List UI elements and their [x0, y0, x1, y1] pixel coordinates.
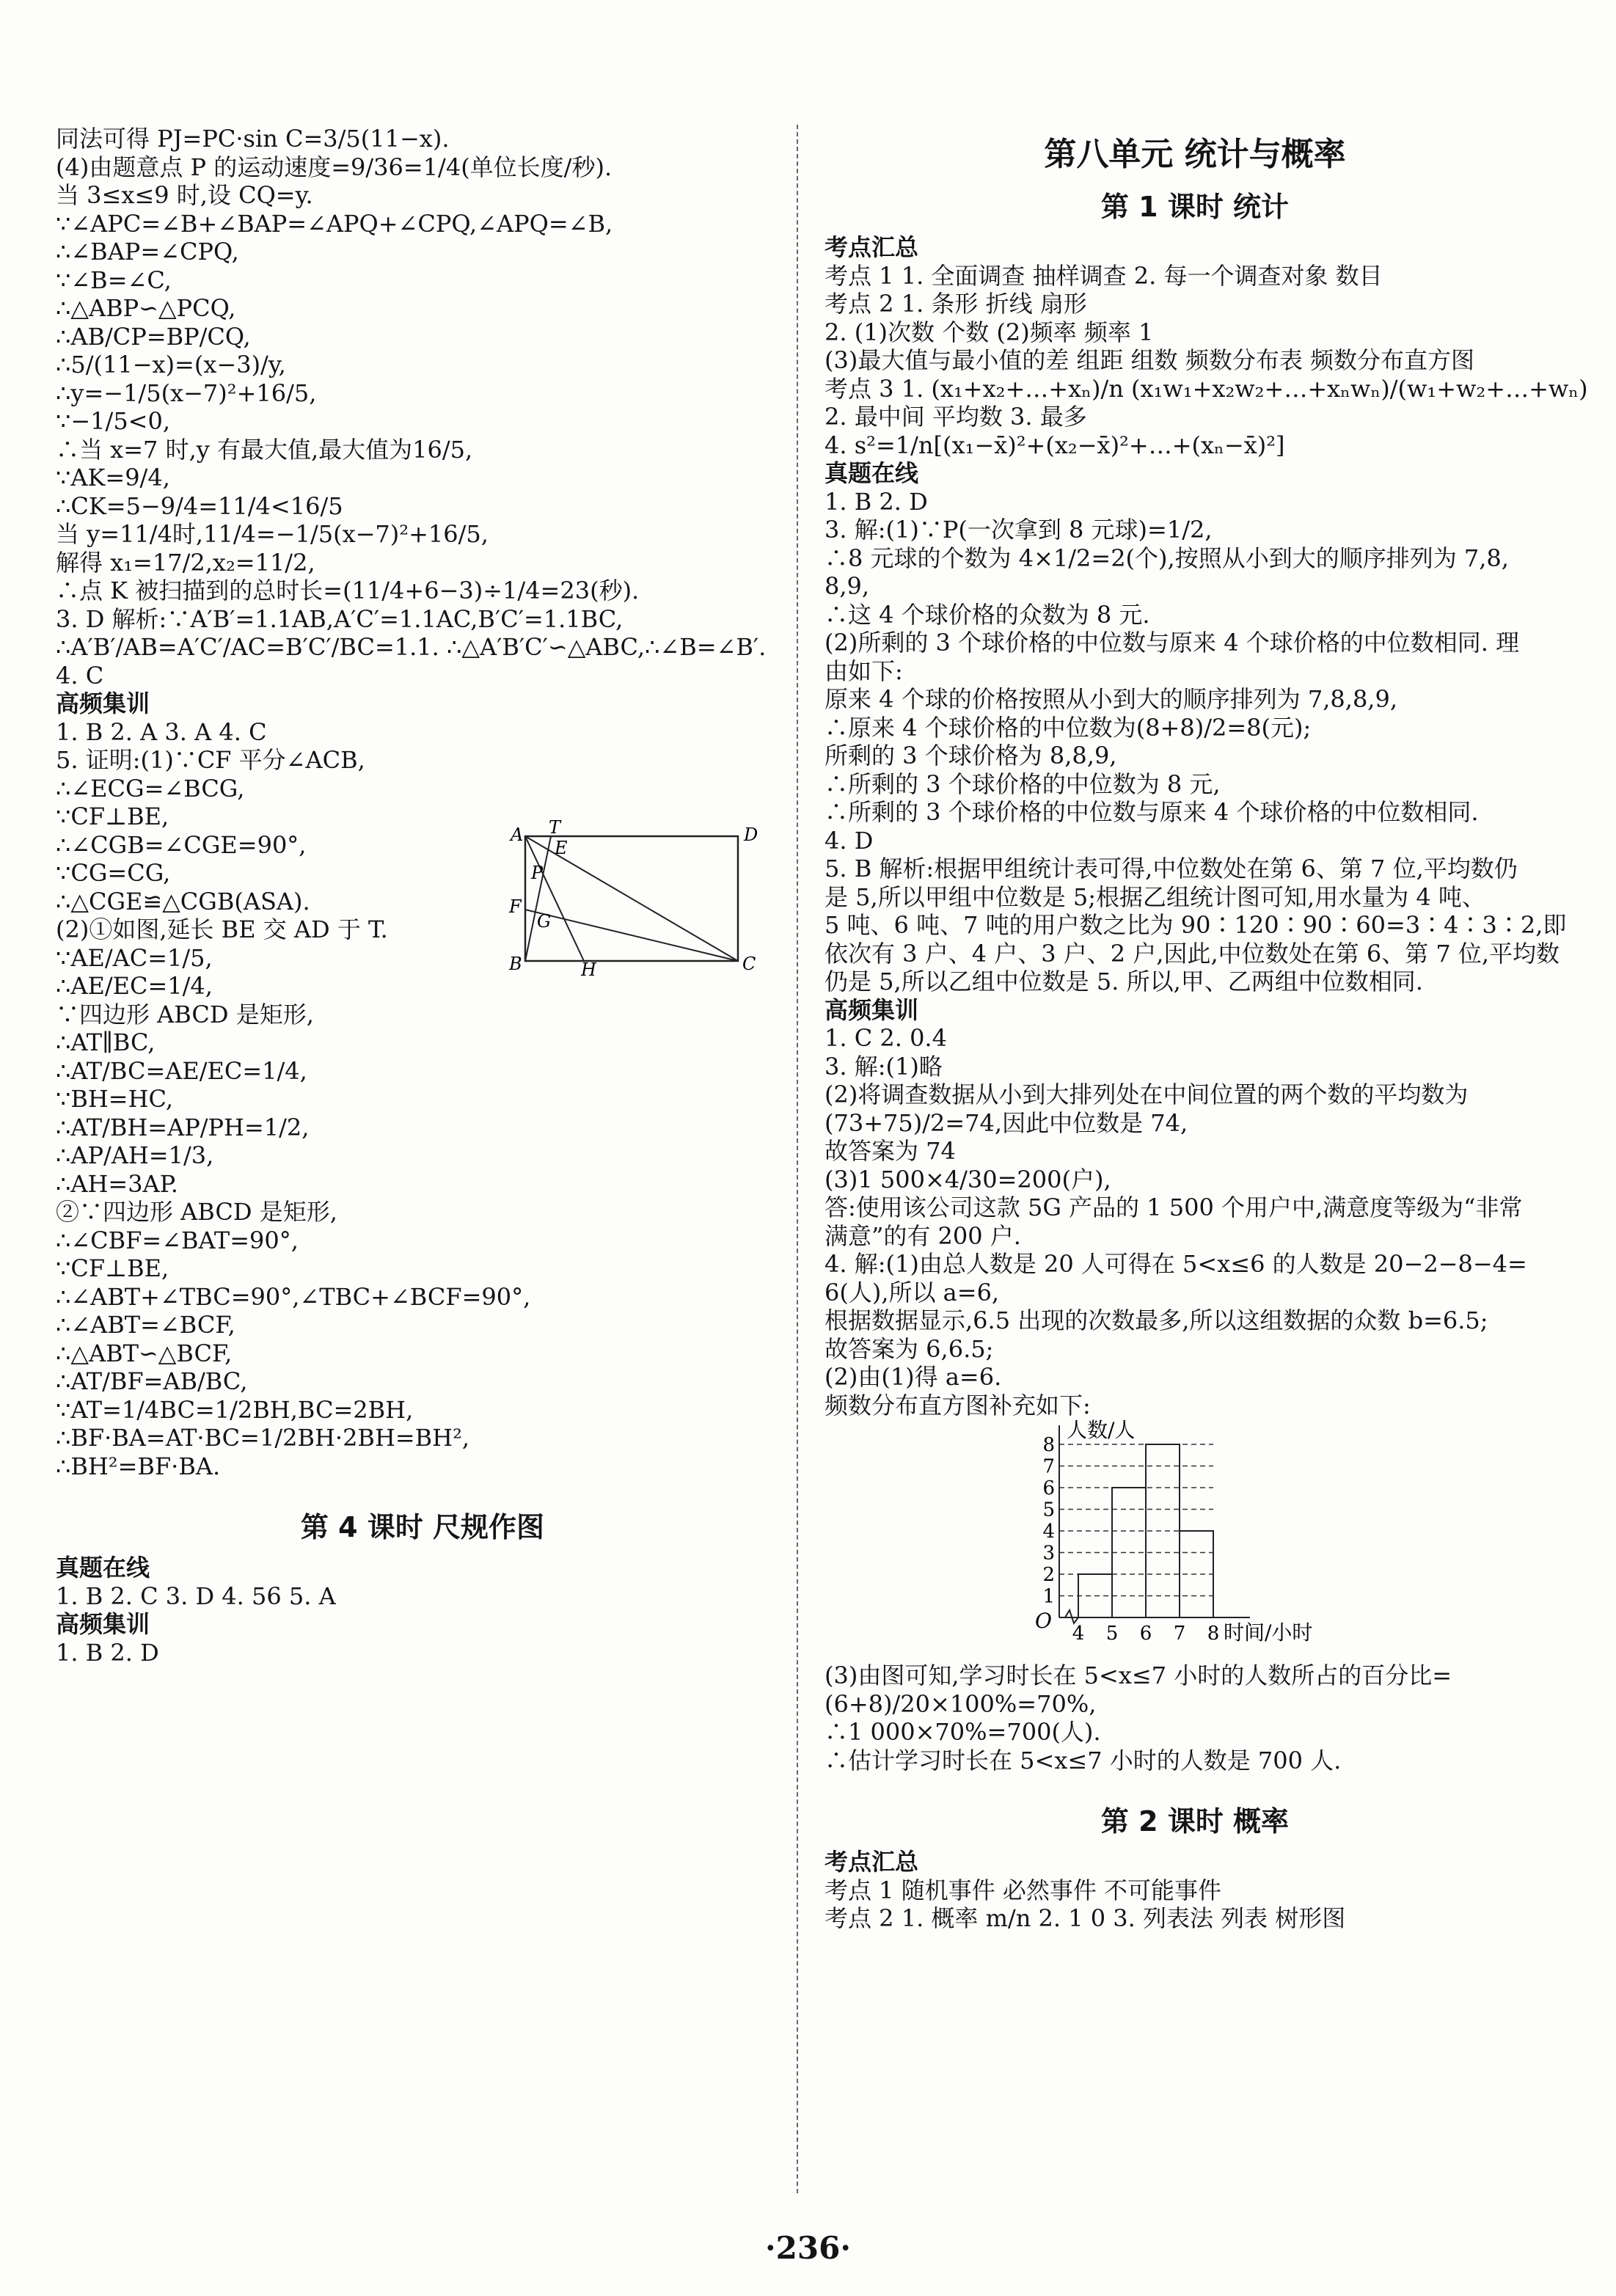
label-t: T: [549, 817, 561, 838]
high-frequency-line: (2)由(1)得 a=6.: [825, 1363, 1002, 1391]
high-frequency-line: (2)将调查数据从小到大排列处在中间位置的两个数的平均数为: [825, 1081, 1469, 1108]
left-b-line: ∵CF⊥BE,: [56, 802, 169, 830]
right-column: [825, 125, 1588, 1933]
y-tick-label: 2: [1042, 1564, 1055, 1586]
section-heading-summary-2: 考点汇总: [825, 1848, 919, 1876]
label-h: H: [581, 959, 596, 980]
left-a-line: ∵AK=9/4,: [56, 464, 170, 491]
left-b-line: ∴∠CBF=∠BAT=90°,: [56, 1226, 299, 1254]
high-frequency-line: 频数分布直方图补充如下:: [825, 1391, 1091, 1419]
left-b-line: ∵AE/AC=1/5,: [56, 943, 213, 972]
real-exam-lines: [825, 488, 1565, 996]
left-column: [56, 125, 789, 1667]
real-exam-line: 5. B 解析:根据甲组统计表可得,中位数处在第 6、第 7 位,平均数仍: [825, 855, 1518, 882]
high-frequency-lines: [825, 1024, 1565, 1419]
real-exam-line: ∴这 4 个球价格的众数为 8 元.: [825, 600, 1150, 629]
real-exam-line: ∴所剩的 3 个球价格的中位数与原来 4 个球价格的中位数相同.: [825, 798, 1479, 826]
real-exam-line: ∴所剩的 3 个球价格的中位数为 8 元,: [825, 769, 1221, 798]
left-b-line: ∴BH²=BF·BA.: [56, 1452, 221, 1480]
x-tick-label: 7: [1173, 1623, 1186, 1645]
y-tick-label: 4: [1042, 1521, 1055, 1543]
real-exam-line: 5 吨、6 吨、7 吨的用户数之比为 90∶120∶90∶60=3∶4∶3∶2,即: [825, 911, 1567, 939]
unit-title: 第八单元 统计与概率: [1044, 136, 1346, 173]
section-heading-high-frequency: 高频集训: [56, 690, 150, 717]
real-exam-line: 1. B 2. D: [825, 487, 928, 516]
real-exam-line: ∴8 元球的个数为 4×1/2=2(个),按照从小到大的顺序排列为 7,8,: [825, 544, 1509, 572]
high-frequency-line: 4. 解:(1)由总人数是 20 人可得在 5<x≤6 的人数是 20−2−8−4=: [825, 1250, 1527, 1278]
real-exam-line: 是 5,所以甲组中位数是 5;根据乙组统计图可知,用水量为 4 吨、: [825, 882, 1485, 911]
section-heading-high-frequency-right: 高频集训: [825, 995, 919, 1024]
y-tick-label: 1: [1042, 1585, 1055, 1608]
left-b-line: ∴∠CGB=∠CGE=90°,: [56, 830, 307, 859]
left-a-line: 当 y=11/4时,11/4=−1/5(x−7)²+16/5,: [56, 520, 489, 548]
y-tick-label: 3: [1042, 1542, 1055, 1565]
x-tick-label: 5: [1105, 1623, 1119, 1645]
left-a-line: ∴A′B′/AB=A′C′/AC=B′C′/BC=1.1. ∴△A′B′C′∽△ABC,∴∠B=∠B′.: [56, 633, 767, 661]
high-frequency-line: 根据数据显示,6.5 出现的次数最多,所以这组数据的众数 b=6.5;: [825, 1306, 1488, 1334]
summary2-lines: [825, 1876, 1565, 1933]
y-axis-label: 人数/人: [1067, 1418, 1136, 1442]
summary-lines: [825, 261, 1588, 460]
left-b-line: ∴△CGE≌△CGB(ASA).: [56, 887, 310, 915]
label-f: F: [509, 896, 522, 917]
left-b-line: ∵CF⊥BE,: [56, 1254, 169, 1282]
rectangle-geometry-figure: [509, 817, 760, 980]
real-exam-line: 由如下:: [825, 657, 903, 685]
page-number: ·236·: [765, 2230, 851, 2266]
column-divider: [797, 125, 798, 2193]
label-b: B: [509, 954, 522, 974]
label-g: G: [537, 911, 552, 932]
high-frequency-answers: 1. B 2. D: [56, 1638, 159, 1667]
high-frequency-line: 故答案为 6,6.5;: [825, 1334, 994, 1363]
left-a-line: ∵∠APC=∠B+∠BAP=∠APQ+∠CPQ,∠APQ=∠B,: [56, 209, 613, 238]
real-exam-line: ∴原来 4 个球价格的中位数为(8+8)/2=8(元);: [825, 713, 1312, 742]
left-a-line: 同法可得 PJ=PC·sin C=3/5(11−x).: [56, 125, 450, 153]
left-a-line: (4)由题意点 P 的运动速度=9/36=1/4(单位长度/秒).: [56, 153, 613, 181]
left-b-line: ∵CG=CG,: [56, 859, 171, 887]
left-b-line: ∴∠ABT+∠TBC=90°,∠TBC+∠BCF=90°,: [56, 1282, 531, 1311]
after-chart-line: ∴1 000×70%=700(人).: [825, 1718, 1101, 1746]
left-b-line: (2)①如图,延长 BE 交 AD 于 T.: [56, 915, 388, 943]
real-exam-line: 4. D: [825, 826, 874, 855]
summary2-line: 考点 2 1. 概率 m/n 2. 1 0 3. 列表法 列表 树形图: [825, 1904, 1346, 1932]
summary-line: 考点 3 1. (x₁+x₂+…+xₙ)/n (x₁w₁+x₂w₂+…+xₙwₙ)/(w₁+w₂+…+wₙ): [825, 374, 1588, 403]
histogram-wrapper: [825, 1419, 1565, 1661]
left-b-line: ∴BF·BA=AT·BC=1/2BH·2BH=BH²,: [56, 1424, 470, 1452]
high-frequency-line: 满意”的有 200 户.: [825, 1221, 1021, 1250]
left-b-line: ∴AT∥BC,: [56, 1028, 156, 1056]
summary2-line: 考点 1 随机事件 必然事件 不可能事件: [825, 1876, 1222, 1904]
left-b-line: ∴AT/BH=AP/PH=1/2,: [56, 1113, 310, 1141]
left-a-line: 当 3≤x≤9 时,设 CQ=y.: [56, 181, 313, 209]
left-a-line: ∴y=−1/5(x−7)²+16/5,: [56, 379, 317, 407]
left-b-line: ∴AH=3AP.: [56, 1169, 178, 1198]
left-b-line: 1. B 2. A 3. A 4. C: [56, 717, 267, 746]
segment-cf: [525, 910, 738, 961]
real-exam-line: 仍是 5,所以乙组中位数是 5. 所以,甲、乙两组中位数相同.: [825, 968, 1423, 995]
section-heading-high-frequency-2: 高频集训: [56, 1610, 150, 1638]
high-frequency-line: 6(人),所以 a=6,: [825, 1278, 1000, 1306]
left-a-line: 3. D 解析:∵A′B′=1.1AB,A′C′=1.1AC,B′C′=1.1BC,: [56, 604, 624, 633]
left-a-line: ∵−1/5<0,: [56, 407, 171, 435]
left-b-line: ∵四边形 ABCD 是矩形,: [56, 1000, 314, 1028]
summary-line: (3)最大值与最小值的差 组距 组数 频数分布表 频数分布直方图: [825, 346, 1475, 374]
left-a-line: ∴5/(11−x)=(x−3)/y,: [56, 351, 286, 379]
left-b-line: ∴∠ECG=∠BCG,: [56, 774, 245, 802]
real-exam-line: 3. 解:(1)∵P(一次拿到 8 元球)=1/2,: [825, 516, 1213, 544]
lesson-1-title: 第 1 课时 统计: [1100, 191, 1290, 223]
left-a-line: ∴当 x=7 时,y 有最大值,最大值为16/5,: [56, 435, 473, 464]
y-tick-label: 6: [1042, 1477, 1055, 1499]
y-tick-label: 8: [1042, 1434, 1055, 1456]
summary-line: 4. s²=1/n[(x₁−x̄)²+(x₂−x̄)²+…+(xₙ−x̄)²]: [825, 431, 1285, 459]
left-bottom-block: [56, 690, 789, 1480]
high-frequency-line: 答:使用该公司这款 5G 产品的 1 500 个用户中,满意度等级为“非常: [825, 1193, 1523, 1221]
label-a: A: [511, 825, 524, 845]
summary-line: 2. (1)次数 个数 (2)频率 频率 1: [825, 318, 1154, 346]
high-frequency-line: 3. 解:(1)略: [825, 1052, 943, 1081]
summary-line: 2. 最中间 平均数 3. 最多: [825, 403, 1087, 431]
high-frequency-line: 故答案为 74: [825, 1137, 956, 1165]
label-e: E: [555, 838, 568, 858]
summary-line: 考点 2 1. 条形 折线 扇形: [825, 290, 1087, 318]
real-exam-line: 所剩的 3 个球价格为 8,8,9,: [825, 742, 1117, 769]
left-b-line: 5. 证明:(1)∵CF 平分∠ACB,: [56, 746, 365, 774]
after-chart-line: (6+8)/20×100%=70%,: [825, 1689, 1097, 1718]
real-exam-line: 8,9,: [825, 572, 870, 600]
section-heading-real-exam: 真题在线: [56, 1554, 150, 1582]
left-a-line: ∴△ABP∽△PCQ,: [56, 294, 236, 322]
left-b-line: ∴AP/AH=1/3,: [56, 1141, 214, 1169]
left-b-line: ∴AE/EC=1/4,: [56, 972, 213, 1000]
real-exam-line: 原来 4 个球的价格按照从小到大的顺序排列为 7,8,8,9,: [825, 685, 1398, 713]
y-tick-label: 5: [1042, 1499, 1055, 1521]
real-exam-line: 依次有 3 户、4 户、3 户、2 户,因此,中位数处在第 6、第 7 位,平均数: [825, 939, 1560, 968]
y-tick-label: 7: [1042, 1455, 1055, 1478]
segment-bt: [525, 836, 551, 961]
after-chart-line: ∴估计学习时长在 5<x≤7 小时的人数是 700 人.: [825, 1746, 1342, 1774]
left-b-line: ∴AT/BC=AE/EC=1/4,: [56, 1056, 307, 1085]
left-a-line: ∴AB/CP=BP/CQ,: [56, 322, 251, 351]
after-chart-lines: [825, 1661, 1565, 1774]
frequency-histogram: [1008, 1419, 1345, 1661]
x-tick-label: 4: [1072, 1623, 1085, 1645]
label-d: D: [744, 825, 758, 845]
high-frequency-line: 1. C 2. 0.4: [825, 1024, 947, 1052]
label-c: C: [742, 954, 756, 974]
left-a-line: ∴∠BAP=∠CPQ,: [56, 238, 239, 266]
left-b-line: ∴AT/BF=AB/BC,: [56, 1367, 248, 1395]
left-a-line: 4. C: [56, 661, 104, 690]
left-b-line: ②∵四边形 ABCD 是矩形,: [56, 1198, 337, 1226]
high-frequency-line: (73+75)/2=74,因此中位数是 74,: [825, 1108, 1188, 1137]
label-p: P: [531, 863, 544, 883]
x-axis-label: 时间/小时: [1224, 1620, 1313, 1645]
summary-line: 考点 1 1. 全面调查 抽样调查 2. 每一个调查对象 数目: [825, 261, 1383, 290]
left-b-line: ∵BH=HC,: [56, 1085, 174, 1113]
left-b-line: ∴△ABT∽△BCF,: [56, 1339, 233, 1367]
high-frequency-line: (3)1 500×4/30=200(户),: [825, 1165, 1111, 1193]
left-b-line: ∵AT=1/4BC=1/2BH,BC=2BH,: [56, 1395, 414, 1424]
left-a-line: 解得 x₁=17/2,x₂=11/2,: [56, 548, 315, 577]
left-a-line: ∴点 K 被扫描到的总时长=(11/4+6−3)÷1/4=23(秒).: [56, 577, 640, 604]
lesson-4-title: 第 4 课时 尺规作图: [300, 1511, 545, 1543]
x-tick-label: 8: [1207, 1623, 1220, 1645]
real-exam-line: (2)所剩的 3 个球价格的中位数与原来 4 个球价格的中位数相同. 理: [825, 629, 1520, 657]
left-solution-lines: [56, 125, 789, 690]
left-b-line: ∴∠ABT=∠BCF,: [56, 1311, 235, 1339]
x-tick-label: 6: [1139, 1623, 1152, 1645]
section-heading-summary: 考点汇总: [825, 233, 919, 261]
left-a-line: ∴CK=5−9/4=11/4<16/5: [56, 491, 343, 520]
lesson-2-title: 第 2 课时 概率: [1100, 1805, 1290, 1838]
origin-label: O: [1035, 1609, 1052, 1633]
real-exam-answers: 1. B 2. C 3. D 4. 56 5. A: [56, 1582, 336, 1610]
after-chart-line: (3)由图可知,学习时长在 5<x≤7 小时的人数所占的百分比=: [825, 1661, 1452, 1689]
left-a-line: ∵∠B=∠C,: [56, 266, 172, 294]
section-heading-real-exam-right: 真题在线: [825, 459, 919, 487]
